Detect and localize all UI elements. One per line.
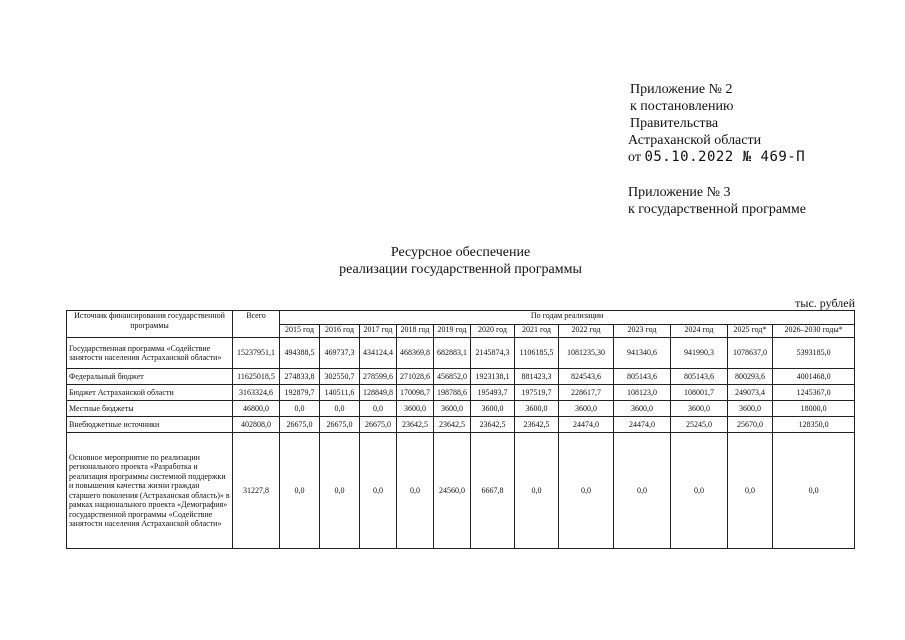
row-year-value: 5393185,0: [773, 338, 855, 369]
row-year-value: 0,0: [397, 433, 434, 549]
row-year-value: 23642,5: [434, 417, 471, 433]
row-year-value: 941990,3: [671, 338, 728, 369]
row-year-value: 3600,0: [471, 401, 515, 417]
row-year-value: 1078637,0: [728, 338, 773, 369]
appendix-3-header: [628, 184, 806, 218]
row-year-value: 23642,5: [471, 417, 515, 433]
row-year-value: 108123,0: [614, 385, 671, 401]
row-total: 15237951,1: [233, 338, 280, 369]
row-year-value: 195493,7: [471, 385, 515, 401]
row-year-value: 0,0: [559, 433, 614, 549]
row-year-value: 0,0: [320, 433, 360, 549]
row-total: 3163324,6: [233, 385, 280, 401]
row-year-value: 0,0: [280, 401, 320, 417]
row-year-value: 1106185,5: [515, 338, 559, 369]
row-year-value: 941340,6: [614, 338, 671, 369]
row-total: 402808,0: [233, 417, 280, 433]
row-year-value: 0,0: [773, 433, 855, 549]
row-year-value: 3600,0: [671, 401, 728, 417]
row-year-value: 198788,6: [434, 385, 471, 401]
row-year-value: 1081235,30: [559, 338, 614, 369]
appendix-2-line: к постановлению: [630, 99, 734, 114]
header-year: 2019 год: [434, 324, 471, 338]
row-year-value: 23642,5: [397, 417, 434, 433]
row-total: 31227,8: [233, 433, 280, 549]
row-year-value: 682883,1: [434, 338, 471, 369]
header-year: 2025 год*: [728, 324, 773, 338]
table-row: [67, 369, 855, 385]
row-year-value: 18000,0: [773, 401, 855, 417]
row-year-value: 1245367,0: [773, 385, 855, 401]
header-total: Всего: [233, 311, 280, 338]
table-row: [67, 417, 855, 433]
row-year-value: 23642,5: [515, 417, 559, 433]
row-year-value: 274833,8: [280, 369, 320, 385]
row-label: Внебюджетные источники: [67, 417, 233, 433]
row-year-value: 824543,6: [559, 369, 614, 385]
row-year-value: 271028,6: [397, 369, 434, 385]
units-label: тыс. рублей: [795, 296, 855, 310]
row-year-value: 0,0: [360, 433, 397, 549]
row-label: Основное мероприятие по реализации регионального проекта «Разработка и реализация программы системной поддержки и повышения качества жизни граждан старшего поколения (Астраханская область)» в рамках национального проекта «Демография» государственной программы «Содействие занятости населения Астраханской области»: [67, 433, 233, 549]
row-year-value: 26675,0: [280, 417, 320, 433]
row-year-value: 805143,6: [671, 369, 728, 385]
appendix-3-line: Приложение № 3: [628, 185, 731, 200]
table-row: [67, 385, 855, 401]
row-label: Федеральный бюджет: [67, 369, 233, 385]
appendix-2-line: Правительства: [630, 116, 719, 131]
header-by-years: По годам реализации: [280, 311, 855, 325]
row-year-value: 4001468,0: [773, 369, 855, 385]
table-row: [67, 401, 855, 417]
row-year-value: 128849,8: [360, 385, 397, 401]
row-year-value: 278599,6: [360, 369, 397, 385]
row-year-value: 805143,6: [614, 369, 671, 385]
row-label: Местные бюджеты: [67, 401, 233, 417]
row-year-value: 302550,7: [320, 369, 360, 385]
row-total: 46800,0: [233, 401, 280, 417]
row-year-value: 3600,0: [515, 401, 559, 417]
appendix-2-line: Приложение № 2: [630, 82, 733, 97]
header-year: 2020 год: [471, 324, 515, 338]
header-year: 2015 год: [280, 324, 320, 338]
row-year-value: 3600,0: [728, 401, 773, 417]
row-year-value: 192879,7: [280, 385, 320, 401]
header-year: 2016 год: [320, 324, 360, 338]
row-year-value: 24474,0: [559, 417, 614, 433]
table-row: [67, 338, 855, 369]
decree-date-line: [628, 149, 805, 166]
row-year-value: 228617,7: [559, 385, 614, 401]
row-year-value: 25670,0: [728, 417, 773, 433]
header-source: Источник финансирования государственной программы: [67, 311, 233, 338]
date-prefix: от: [628, 150, 641, 165]
header-year: 2022 год: [559, 324, 614, 338]
row-year-value: 0,0: [280, 433, 320, 549]
row-year-value: 434124,4: [360, 338, 397, 369]
row-year-value: 108001,7: [671, 385, 728, 401]
row-year-value: 800293,6: [728, 369, 773, 385]
header-year: 2017 год: [360, 324, 397, 338]
row-year-value: 6667,8: [471, 433, 515, 549]
row-year-value: 881423,3: [515, 369, 559, 385]
row-year-value: 140511,6: [320, 385, 360, 401]
header-year: 2023 год: [614, 324, 671, 338]
row-year-value: 456852,0: [434, 369, 471, 385]
header-year: 2018 год: [397, 324, 434, 338]
row-year-value: 25245,0: [671, 417, 728, 433]
row-year-value: 3600,0: [614, 401, 671, 417]
row-year-value: 3600,0: [397, 401, 434, 417]
row-year-value: 3600,0: [434, 401, 471, 417]
appendix-2-header: [628, 81, 805, 166]
decree-date-stamp: 05.10.2022 № 469-П: [644, 149, 806, 165]
row-year-value: 26675,0: [320, 417, 360, 433]
row-year-value: 0,0: [728, 433, 773, 549]
table-body: [67, 338, 855, 549]
row-year-value: 197519,7: [515, 385, 559, 401]
row-year-value: 494388,5: [280, 338, 320, 369]
row-year-value: 170098,7: [397, 385, 434, 401]
table-row: [67, 433, 855, 549]
row-year-value: 0,0: [360, 401, 397, 417]
row-year-value: 24560,0: [434, 433, 471, 549]
row-year-value: 128350,0: [773, 417, 855, 433]
row-year-value: 468369,8: [397, 338, 434, 369]
header-year: 2026–2030 годы*: [773, 324, 855, 338]
header-year: 2021 год: [515, 324, 559, 338]
row-year-value: 3600,0: [559, 401, 614, 417]
row-label: Бюджет Астраханской области: [67, 385, 233, 401]
row-year-value: 26675,0: [360, 417, 397, 433]
resource-table: [66, 310, 855, 549]
header-year: 2024 год: [671, 324, 728, 338]
appendix-3-line: к государственной программе: [628, 202, 806, 217]
row-year-value: 0,0: [320, 401, 360, 417]
row-year-value: 1923138,1: [471, 369, 515, 385]
row-year-value: 469737,3: [320, 338, 360, 369]
appendix-2-line: Астраханской области: [628, 133, 762, 148]
row-year-value: 249073,4: [728, 385, 773, 401]
row-year-value: 2145874,3: [471, 338, 515, 369]
row-year-value: 0,0: [515, 433, 559, 549]
row-label: Государственная программа «Содействие занятости населения Астраханской области»: [67, 338, 233, 369]
row-year-value: 24474,0: [614, 417, 671, 433]
document-title-line-1: Ресурсное обеспечение: [390, 245, 531, 260]
row-year-value: 0,0: [614, 433, 671, 549]
row-total: 11625018,5: [233, 369, 280, 385]
row-year-value: 0,0: [671, 433, 728, 549]
document-title-line-2: реализации государственной программы: [339, 262, 582, 277]
